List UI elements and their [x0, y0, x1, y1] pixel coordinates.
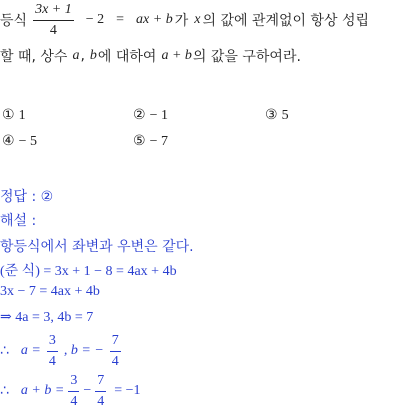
- fraction-7-4: [95, 374, 106, 409]
- choice-value: − 5: [18, 134, 37, 149]
- explanation-label: 해설 :: [0, 213, 37, 229]
- fraction-numerator: 3: [70, 372, 78, 388]
- minus-two: − 2: [85, 12, 105, 27]
- solution-step-2: (준 식) = 3x + 1 − 8 = 4ax + 4b: [0, 264, 177, 279]
- answer-line: 정답 : ②: [0, 189, 54, 205]
- rhs-expression: ax + b: [136, 12, 173, 27]
- equals-sign: =: [116, 12, 125, 27]
- choice-5[interactable]: [133, 133, 168, 150]
- var-b: b: [89, 48, 97, 63]
- fraction-denominator: 4: [111, 353, 119, 369]
- fraction-denominator: 4: [70, 393, 78, 409]
- line2-part-b: 에 대하여: [97, 49, 157, 65]
- therefore-symbol: ∴: [0, 343, 9, 359]
- choice-2[interactable]: [133, 107, 168, 124]
- choice-mark: ①: [2, 107, 15, 123]
- fraction-numerator: 7: [97, 372, 105, 388]
- solution-step-5: [0, 332, 121, 370]
- fraction-lhs: [33, 3, 74, 38]
- fraction-bar: [68, 391, 79, 392]
- choice-1[interactable]: [2, 107, 26, 124]
- choice-value: − 1: [149, 108, 168, 123]
- fraction-7-4: [110, 334, 121, 369]
- word-ga: 가: [174, 13, 189, 29]
- problem-line-2: [0, 46, 301, 66]
- choice-value: 5: [281, 108, 289, 123]
- choice-4[interactable]: [2, 133, 37, 150]
- solution-step-6: [0, 372, 141, 410]
- fraction-numerator: 7: [111, 332, 119, 348]
- word-identity: 등식: [0, 13, 28, 29]
- fraction-denominator: 4: [48, 353, 56, 369]
- choice-value: 1: [18, 108, 26, 123]
- step5-b-eq: , b = −: [63, 343, 104, 358]
- fraction-bar: [95, 391, 106, 392]
- fraction-denominator: 4: [97, 393, 105, 409]
- fraction-denominator: 4: [49, 22, 57, 38]
- fraction-numerator: 3: [48, 332, 56, 348]
- minus-sign: −: [83, 383, 92, 398]
- step6-result: = −1: [114, 383, 141, 398]
- fraction-bar: [33, 20, 74, 21]
- step5-a-eq: a =: [20, 343, 41, 358]
- var-a: a: [72, 48, 80, 63]
- choice-mark: ④: [2, 133, 15, 149]
- fraction-bar: [110, 351, 121, 352]
- problem-line-1: [0, 2, 369, 38]
- choice-3[interactable]: [265, 107, 289, 124]
- sum-expression: a + b: [161, 48, 192, 63]
- fraction-numerator: 3x + 1: [35, 1, 72, 17]
- step6-lhs: a + b =: [20, 383, 65, 398]
- choice-mark: ②: [133, 107, 146, 123]
- choice-value: − 7: [149, 134, 168, 149]
- line2-part-a: 할 때, 상수: [0, 49, 68, 65]
- therefore-symbol: ∴: [0, 383, 9, 399]
- comma: ,: [80, 48, 85, 64]
- solution-step-4: ⇒ 4a = 3, 4b = 7: [0, 310, 94, 325]
- choice-mark: ⑤: [133, 133, 146, 149]
- solution-step-3: 3x − 7 = 4ax + 4b: [0, 284, 100, 299]
- var-x: x: [194, 12, 201, 27]
- choice-mark: ③: [265, 107, 278, 123]
- word-tail: 의 값에 관계없이 항상 성립: [202, 13, 370, 29]
- fraction-3-4: [47, 334, 58, 369]
- line2-part-c: 의 값을 구하여라.: [192, 49, 301, 65]
- solution-step-1: 항등식에서 좌변과 우변은 같다.: [0, 239, 194, 255]
- fraction-3-4: [68, 374, 79, 409]
- fraction-bar: [47, 351, 58, 352]
